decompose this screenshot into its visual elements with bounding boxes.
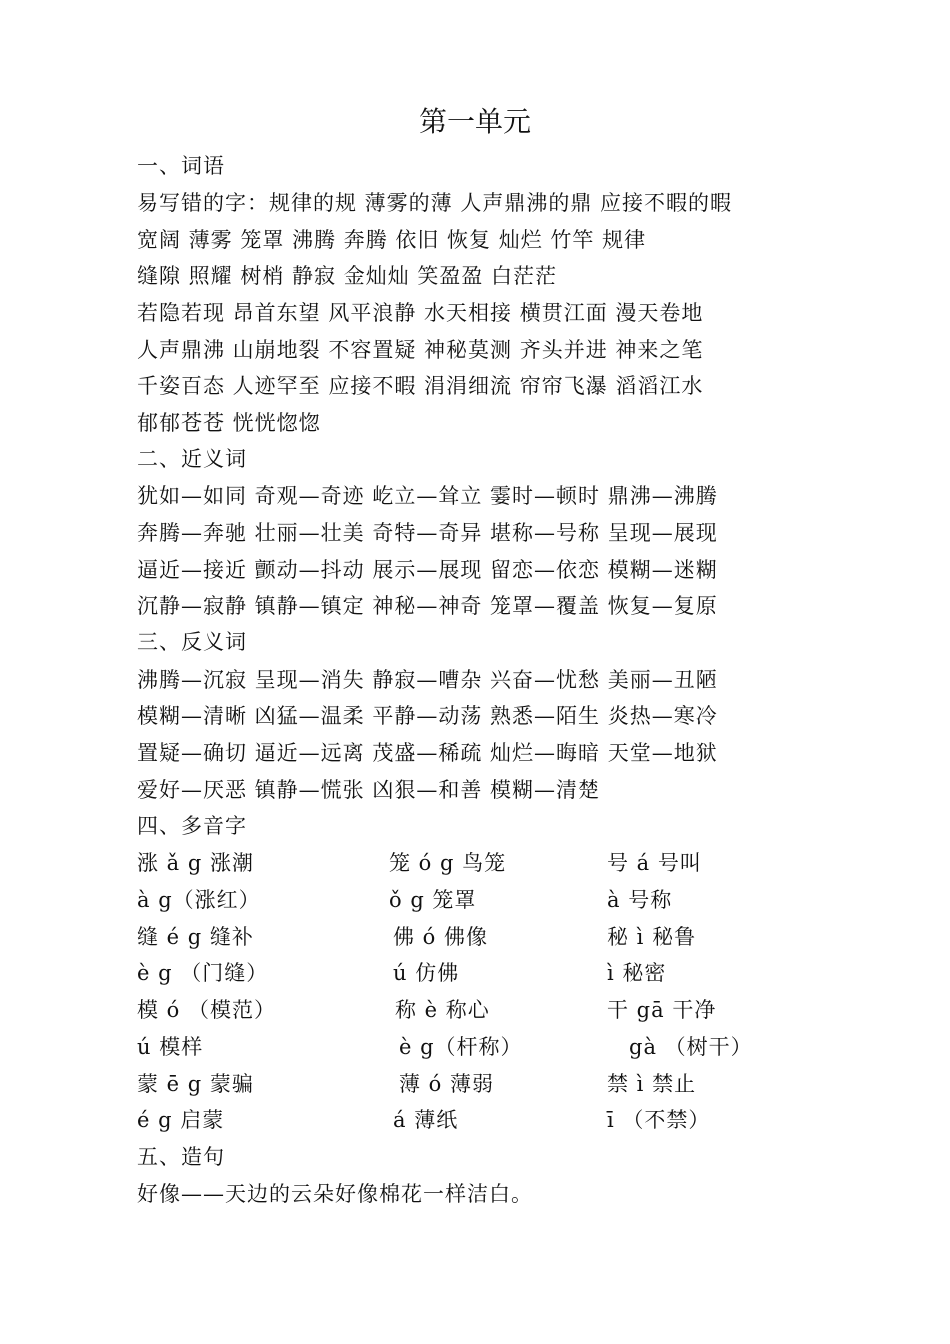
fanyici-line: 模糊—清晰 凶猛—温柔 平静—动荡 熟悉—陌生 炎热—寒冷	[137, 704, 718, 728]
section-heading-duoyinzi: 四、多音字	[137, 814, 247, 838]
jinyici-line: 奔腾—奔驰 壮丽—壮美 奇特—奇异 堪称—号称 呈现—展现	[137, 521, 718, 545]
ciyu-line: 易写错的字：规律的规 薄雾的薄 人声鼎沸的鼎 应接不暇的暇	[137, 191, 733, 215]
ciyu-line: 郁郁苍苍 恍恍惚惚	[137, 411, 321, 435]
duoyin-entry: 模 ó （模范）	[137, 998, 276, 1022]
duoyin-entry: à g（涨红）	[137, 888, 261, 912]
duoyin-entry: 称 è 称心	[395, 998, 490, 1022]
ciyu-line: 千姿百态 人迹罕至 应接不暇 涓涓细流 帘帘飞瀑 滔滔江水	[137, 374, 704, 398]
zaoju-line: 好像——天边的云朵好像棉花一样洁白。	[137, 1182, 533, 1206]
duoyin-entry: ú 仿佛	[393, 961, 460, 985]
page-title: 第一单元	[418, 105, 531, 138]
duoyin-entry: ī （不禁）	[607, 1108, 711, 1132]
fanyici-line: 置疑—确切 逼近—远离 茂盛—稀疏 灿烂—晦暗 天堂—地狱	[137, 741, 718, 765]
duoyin-entry: ì 秘密	[607, 961, 667, 985]
duoyin-entry: è g （门缝）	[137, 961, 269, 985]
duoyin-entry: 涨 ǎ g 涨潮	[137, 851, 254, 875]
fanyici-line: 爱好—厌恶 镇静—慌张 凶狠—和善 模糊—清楚	[137, 778, 601, 802]
ciyu-line: 若隐若现 昂首东望 风平浪静 水天相接 横贯江面 漫天卷地	[137, 301, 704, 325]
duoyin-entry: 薄 ó 薄弱	[399, 1072, 494, 1096]
duoyin-entry: gà （树干）	[629, 1035, 753, 1059]
section-heading-fanyici: 三、反义词	[137, 630, 247, 654]
jinyici-line: 逼近—接近 颤动—抖动 展示—展现 留恋—依恋 模糊—迷糊	[137, 558, 718, 582]
duoyin-entry: 缝 é g 缝补	[137, 925, 254, 949]
duoyin-entry: 号 á 号叫	[607, 851, 702, 875]
section-heading-zaoju: 五、造句	[137, 1145, 225, 1169]
duoyin-entry: 干 gā 干净	[607, 998, 717, 1022]
duoyin-entry: 佛 ó 佛像	[393, 925, 488, 949]
duoyin-entry: 蒙 ē g 蒙骗	[137, 1072, 254, 1096]
section-heading-ciyu: 一、词语	[137, 154, 225, 178]
ciyu-line: 缝隙 照耀 树梢 静寂 金灿灿 笑盈盈 白茫茫	[137, 264, 558, 288]
ciyu-line: 人声鼎沸 山崩地裂 不容置疑 神秘莫测 齐头并进 神来之笔	[137, 338, 704, 362]
duoyin-entry: è g（杆称）	[399, 1035, 523, 1059]
duoyin-entry: ǒ g 笼罩	[389, 888, 477, 912]
section-heading-jinyici: 二、近义词	[137, 447, 247, 471]
jinyici-line: 沉静—寂静 镇静—镇定 神秘—神奇 笼罩—覆盖 恢复—复原	[137, 594, 718, 618]
fanyici-line: 沸腾—沉寂 呈现—消失 静寂—嘈杂 兴奋—忧愁 美丽—丑陋	[137, 668, 718, 692]
duoyin-entry: á 薄纸	[393, 1108, 459, 1132]
jinyici-line: 犹如—如同 奇观—奇迹 屹立—耸立 霎时—顿时 鼎沸—沸腾	[137, 484, 718, 508]
duoyin-entry: 笼 ó g 鸟笼	[389, 851, 507, 875]
ciyu-line: 宽阔 薄雾 笼罩 沸腾 奔腾 依旧 恢复 灿烂 竹竿 规律	[137, 228, 647, 252]
duoyin-entry: à 号称	[607, 888, 673, 912]
duoyin-entry: 秘 ì 秘鲁	[607, 925, 697, 949]
duoyin-entry: ú 模样	[137, 1035, 204, 1059]
duoyin-entry: 禁 ì 禁止	[607, 1072, 697, 1096]
duoyin-entry: é g 启蒙	[137, 1108, 225, 1132]
